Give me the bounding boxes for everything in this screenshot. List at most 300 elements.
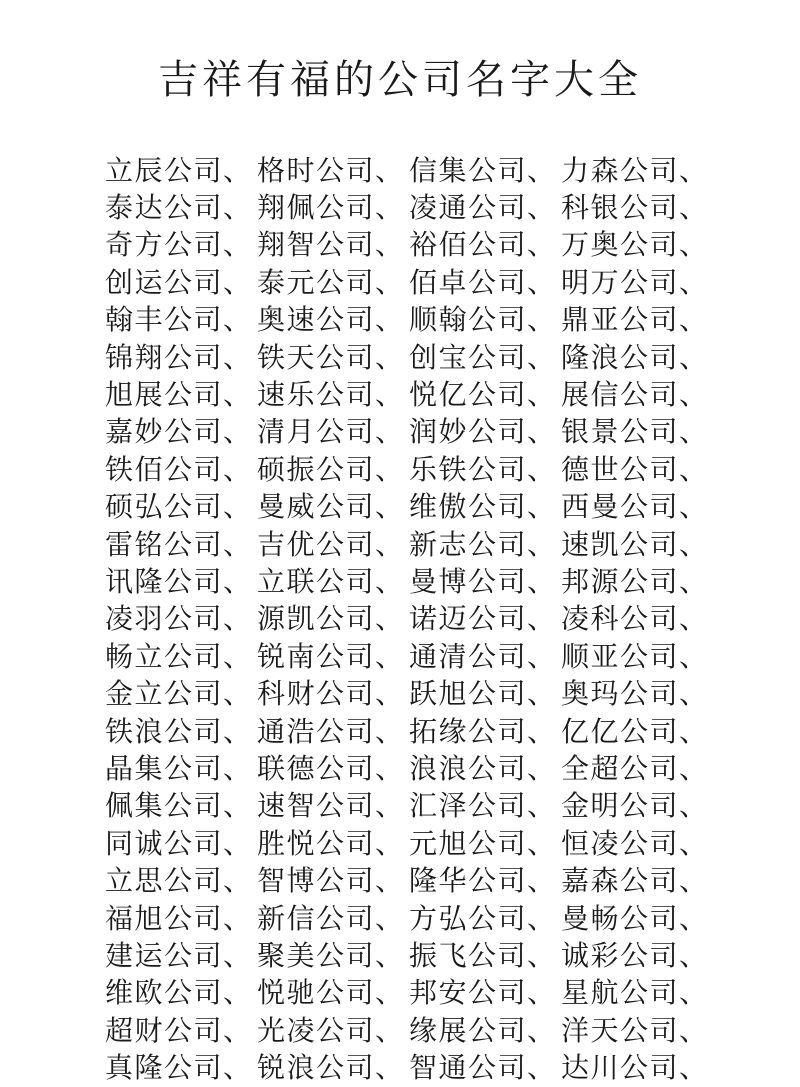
- page-title: 吉祥有福的公司名字大全: [158, 57, 642, 103]
- separator: 、: [527, 826, 557, 860]
- company-name-text: 超财公司: [105, 1013, 224, 1047]
- company-name-text: 跃旭公司: [409, 677, 528, 711]
- company-name: [409, 976, 561, 1010]
- company-name-list: [105, 152, 745, 1087]
- company-name-text: 鼎亚公司: [561, 303, 680, 337]
- separator: 、: [679, 191, 709, 225]
- company-name-text: 维傲公司: [409, 490, 528, 524]
- company-name: [561, 789, 713, 823]
- separator: 、: [223, 527, 253, 561]
- separator: 、: [223, 378, 253, 412]
- company-name: [561, 228, 713, 262]
- company-name-text: 润妙公司: [409, 415, 528, 449]
- separator: 、: [679, 490, 709, 524]
- separator: 、: [679, 265, 709, 299]
- separator: 、: [527, 452, 557, 486]
- company-name-text: 翰丰公司: [105, 303, 224, 337]
- company-name: [561, 677, 713, 711]
- company-name-text: 锐浪公司: [257, 1051, 376, 1085]
- company-name-text: 凌羽公司: [105, 602, 224, 636]
- separator: 、: [679, 639, 709, 673]
- separator: 、: [223, 452, 253, 486]
- company-name-text: 同诚公司: [105, 826, 224, 860]
- company-name-text: 泰元公司: [257, 265, 376, 299]
- company-name-text: 锐南公司: [257, 639, 376, 673]
- company-name-text: 佰卓公司: [409, 265, 528, 299]
- company-name: [561, 827, 713, 861]
- company-name: [257, 191, 409, 225]
- company-name: [257, 565, 409, 599]
- separator: 、: [375, 564, 405, 598]
- company-name-text: 曼畅公司: [561, 901, 680, 935]
- company-name: [105, 453, 257, 487]
- company-name-text: 凌科公司: [561, 602, 680, 636]
- company-name: [561, 191, 713, 225]
- separator: 、: [375, 639, 405, 673]
- company-name-text: 银景公司: [561, 415, 680, 449]
- company-name: [409, 228, 561, 262]
- company-name: [105, 827, 257, 861]
- company-name-text: 铁天公司: [257, 340, 376, 374]
- company-name-text: 立思公司: [105, 864, 224, 898]
- company-name-text: 建运公司: [105, 938, 224, 972]
- company-name: [105, 378, 257, 412]
- separator: 、: [527, 938, 557, 972]
- separator: 、: [375, 901, 405, 935]
- company-name: [409, 939, 561, 973]
- company-name-text: 缘展公司: [409, 1013, 528, 1047]
- company-name-text: 科银公司: [561, 191, 680, 225]
- company-name: [257, 640, 409, 674]
- company-name-text: 讯隆公司: [105, 564, 224, 598]
- company-name-text: 胜悦公司: [257, 826, 376, 860]
- company-name: [409, 565, 561, 599]
- company-name: [257, 602, 409, 636]
- separator: 、: [223, 789, 253, 823]
- company-name-text: 洋天公司: [561, 1013, 680, 1047]
- company-name-text: 奥速公司: [257, 303, 376, 337]
- name-row: [105, 825, 745, 862]
- separator: 、: [375, 976, 405, 1010]
- company-name-text: 隆华公司: [409, 864, 528, 898]
- name-row: [105, 227, 745, 264]
- company-name: [105, 1051, 257, 1085]
- company-name-text: 翔智公司: [257, 228, 376, 262]
- name-row: [105, 675, 745, 712]
- company-name: [257, 976, 409, 1010]
- company-name-text: 聚美公司: [257, 938, 376, 972]
- company-name: [257, 415, 409, 449]
- company-name: [409, 191, 561, 225]
- company-name: [409, 378, 561, 412]
- separator: 、: [679, 976, 709, 1010]
- separator: 、: [679, 378, 709, 412]
- company-name-text: 振飞公司: [409, 938, 528, 972]
- separator: 、: [679, 864, 709, 898]
- company-name-text: 裕佰公司: [409, 228, 528, 262]
- company-name-text: 隆浪公司: [561, 340, 680, 374]
- company-name-text: 创运公司: [105, 265, 224, 299]
- separator: 、: [375, 153, 405, 187]
- company-name: [561, 154, 713, 188]
- name-row: [105, 713, 745, 750]
- company-name-text: 西曼公司: [561, 490, 680, 524]
- company-name: [257, 228, 409, 262]
- company-name-text: 力森公司: [561, 153, 680, 187]
- company-name: [105, 490, 257, 524]
- separator: 、: [375, 452, 405, 486]
- company-name-text: 浪浪公司: [409, 751, 528, 785]
- company-name: [409, 602, 561, 636]
- name-row: [105, 900, 745, 937]
- separator: 、: [527, 191, 557, 225]
- name-row: [105, 339, 745, 376]
- company-name: [409, 752, 561, 786]
- company-name-text: 畅立公司: [105, 639, 224, 673]
- separator: 、: [527, 564, 557, 598]
- name-row: [105, 937, 745, 974]
- company-name: [105, 341, 257, 375]
- separator: 、: [527, 228, 557, 262]
- separator: 、: [223, 639, 253, 673]
- name-row: [105, 1012, 745, 1049]
- separator: 、: [223, 228, 253, 262]
- separator: 、: [375, 415, 405, 449]
- company-name-text: 金立公司: [105, 677, 224, 711]
- company-name: [561, 902, 713, 936]
- company-name: [561, 266, 713, 300]
- company-name: [105, 528, 257, 562]
- company-name: [257, 341, 409, 375]
- company-name: [257, 752, 409, 786]
- separator: 、: [375, 340, 405, 374]
- separator: 、: [223, 415, 253, 449]
- company-name: [561, 490, 713, 524]
- name-row: [105, 601, 745, 638]
- company-name-text: 速凯公司: [561, 527, 680, 561]
- company-name: [561, 378, 713, 412]
- company-name-text: 立辰公司: [105, 153, 224, 187]
- separator: 、: [375, 1051, 405, 1085]
- separator: 、: [679, 340, 709, 374]
- company-name: [561, 565, 713, 599]
- company-name-text: 科财公司: [257, 677, 376, 711]
- name-row: [105, 638, 745, 675]
- company-name-text: 汇泽公司: [409, 789, 528, 823]
- company-name-text: 翔佩公司: [257, 191, 376, 225]
- separator: 、: [679, 1013, 709, 1047]
- separator: 、: [527, 789, 557, 823]
- company-name: [409, 266, 561, 300]
- company-name: [409, 453, 561, 487]
- company-name-text: 信集公司: [409, 153, 528, 187]
- company-name-text: 速智公司: [257, 789, 376, 823]
- separator: 、: [375, 490, 405, 524]
- company-name: [105, 415, 257, 449]
- name-row: [105, 750, 745, 787]
- company-name-text: 顺亚公司: [561, 639, 680, 673]
- company-name: [561, 1014, 713, 1048]
- separator: 、: [527, 303, 557, 337]
- company-name: [105, 602, 257, 636]
- company-name: [409, 789, 561, 823]
- separator: 、: [223, 340, 253, 374]
- separator: 、: [375, 191, 405, 225]
- company-name: [409, 864, 561, 898]
- separator: 、: [223, 602, 253, 636]
- separator: 、: [527, 602, 557, 636]
- separator: 、: [679, 789, 709, 823]
- name-row: [105, 376, 745, 413]
- company-name: [257, 789, 409, 823]
- separator: 、: [223, 191, 253, 225]
- name-row: [105, 975, 745, 1012]
- separator: 、: [679, 452, 709, 486]
- company-name: [257, 864, 409, 898]
- company-name-text: 新志公司: [409, 527, 528, 561]
- separator: 、: [223, 303, 253, 337]
- separator: 、: [527, 527, 557, 561]
- company-name-text: 乐铁公司: [409, 452, 528, 486]
- company-name: [257, 677, 409, 711]
- company-name: [257, 1014, 409, 1048]
- company-name: [105, 565, 257, 599]
- company-name-text: 达川公司: [561, 1051, 680, 1085]
- separator: 、: [375, 228, 405, 262]
- name-row: [105, 489, 745, 526]
- separator: 、: [527, 976, 557, 1010]
- company-name: [409, 677, 561, 711]
- company-name: [105, 789, 257, 823]
- separator: 、: [679, 228, 709, 262]
- company-name-text: 铁佰公司: [105, 452, 224, 486]
- name-row: [105, 1049, 745, 1086]
- name-row: [105, 302, 745, 339]
- company-name-text: 真隆公司: [105, 1051, 224, 1085]
- separator: 、: [375, 826, 405, 860]
- company-name: [105, 1014, 257, 1048]
- separator: 、: [527, 340, 557, 374]
- company-name: [105, 677, 257, 711]
- company-name-text: 亿亿公司: [561, 714, 680, 748]
- separator: 、: [223, 976, 253, 1010]
- name-row: [105, 563, 745, 600]
- separator: 、: [223, 564, 253, 598]
- separator: 、: [375, 527, 405, 561]
- company-name-text: 嘉森公司: [561, 864, 680, 898]
- company-name: [105, 191, 257, 225]
- separator: 、: [223, 864, 253, 898]
- company-name-text: 通清公司: [409, 639, 528, 673]
- company-name: [105, 752, 257, 786]
- company-name-text: 诺迈公司: [409, 602, 528, 636]
- company-name: [409, 490, 561, 524]
- separator: 、: [527, 1013, 557, 1047]
- separator: 、: [375, 789, 405, 823]
- company-name: [409, 640, 561, 674]
- company-name-text: 凌通公司: [409, 191, 528, 225]
- company-name: [257, 266, 409, 300]
- company-name: [257, 1051, 409, 1085]
- name-row: [105, 526, 745, 563]
- separator: 、: [223, 490, 253, 524]
- company-name: [561, 864, 713, 898]
- separator: 、: [679, 751, 709, 785]
- separator: 、: [527, 378, 557, 412]
- separator: 、: [223, 751, 253, 785]
- separator: 、: [679, 826, 709, 860]
- company-name: [105, 640, 257, 674]
- company-name-text: 智通公司: [409, 1051, 528, 1085]
- company-name-text: 创宝公司: [409, 340, 528, 374]
- company-name-text: 旭展公司: [105, 378, 224, 412]
- company-name: [409, 715, 561, 749]
- name-row: [105, 451, 745, 488]
- name-row: [105, 788, 745, 825]
- company-name: [561, 341, 713, 375]
- separator: 、: [527, 1051, 557, 1085]
- company-name: [257, 490, 409, 524]
- separator: 、: [375, 378, 405, 412]
- company-name-text: 金明公司: [561, 789, 680, 823]
- company-name: [105, 864, 257, 898]
- company-name-text: 硕弘公司: [105, 490, 224, 524]
- separator: 、: [527, 415, 557, 449]
- separator: 、: [527, 864, 557, 898]
- company-name: [105, 266, 257, 300]
- company-name-text: 速乐公司: [257, 378, 376, 412]
- company-name-text: 硕振公司: [257, 452, 376, 486]
- company-name-text: 奥玛公司: [561, 677, 680, 711]
- company-name: [561, 415, 713, 449]
- name-row: [105, 862, 745, 899]
- company-name: [105, 939, 257, 973]
- separator: 、: [527, 714, 557, 748]
- separator: 、: [375, 303, 405, 337]
- company-name: [257, 154, 409, 188]
- company-name-text: 格时公司: [257, 153, 376, 187]
- company-name: [561, 640, 713, 674]
- company-name: [105, 154, 257, 188]
- company-name-text: 拓缘公司: [409, 714, 528, 748]
- company-name-text: 联德公司: [257, 751, 376, 785]
- company-name-text: 奇方公司: [105, 228, 224, 262]
- company-name: [257, 378, 409, 412]
- company-name-text: 福旭公司: [105, 901, 224, 935]
- company-name-text: 通浩公司: [257, 714, 376, 748]
- separator: 、: [527, 265, 557, 299]
- company-name: [257, 528, 409, 562]
- company-name-text: 明万公司: [561, 265, 680, 299]
- company-name-text: 元旭公司: [409, 826, 528, 860]
- company-name: [561, 453, 713, 487]
- separator: 、: [527, 490, 557, 524]
- company-name: [257, 939, 409, 973]
- separator: 、: [679, 602, 709, 636]
- separator: 、: [223, 938, 253, 972]
- separator: 、: [679, 153, 709, 187]
- company-name: [105, 303, 257, 337]
- company-name: [409, 528, 561, 562]
- company-name: [409, 303, 561, 337]
- separator: 、: [679, 564, 709, 598]
- company-name-text: 曼博公司: [409, 564, 528, 598]
- company-name: [409, 1014, 561, 1048]
- name-row: [105, 264, 745, 301]
- company-name: [105, 902, 257, 936]
- company-name-text: 佩集公司: [105, 789, 224, 823]
- separator: 、: [679, 303, 709, 337]
- company-name: [561, 715, 713, 749]
- company-name: [257, 827, 409, 861]
- company-name: [105, 228, 257, 262]
- name-row: [105, 189, 745, 226]
- company-name: [257, 453, 409, 487]
- separator: 、: [375, 265, 405, 299]
- company-name-text: 源凯公司: [257, 602, 376, 636]
- company-name-text: 展信公司: [561, 378, 680, 412]
- company-name-text: 锦翔公司: [105, 340, 224, 374]
- company-name-text: 泰达公司: [105, 191, 224, 225]
- company-name-text: 德世公司: [561, 452, 680, 486]
- separator: 、: [679, 938, 709, 972]
- company-name-text: 维欧公司: [105, 976, 224, 1010]
- company-name-text: 恒凌公司: [561, 826, 680, 860]
- separator: 、: [527, 901, 557, 935]
- separator: 、: [679, 901, 709, 935]
- separator: 、: [223, 1013, 253, 1047]
- company-name-text: 邦源公司: [561, 564, 680, 598]
- company-name: [561, 939, 713, 973]
- company-name: [409, 154, 561, 188]
- company-name-text: 新信公司: [257, 901, 376, 935]
- company-name: [105, 715, 257, 749]
- separator: 、: [223, 265, 253, 299]
- separator: 、: [375, 677, 405, 711]
- separator: 、: [223, 153, 253, 187]
- company-name-text: 方弘公司: [409, 901, 528, 935]
- separator: 、: [375, 864, 405, 898]
- company-name-text: 顺翰公司: [409, 303, 528, 337]
- company-name-text: 万奥公司: [561, 228, 680, 262]
- separator: 、: [375, 751, 405, 785]
- company-name-text: 星航公司: [561, 976, 680, 1010]
- company-name: [105, 976, 257, 1010]
- company-name: [409, 415, 561, 449]
- company-name: [561, 752, 713, 786]
- separator: 、: [375, 1013, 405, 1047]
- company-name-text: 铁浪公司: [105, 714, 224, 748]
- separator: 、: [375, 938, 405, 972]
- separator: 、: [223, 901, 253, 935]
- company-name-text: 光凌公司: [257, 1013, 376, 1047]
- separator: 、: [375, 714, 405, 748]
- company-name: [409, 827, 561, 861]
- separator: 、: [223, 826, 253, 860]
- separator: 、: [527, 751, 557, 785]
- company-name: [561, 976, 713, 1010]
- company-name-text: 曼威公司: [257, 490, 376, 524]
- company-name: [561, 303, 713, 337]
- separator: 、: [679, 677, 709, 711]
- company-name: [257, 303, 409, 337]
- company-name-text: 清月公司: [257, 415, 376, 449]
- company-name: [409, 341, 561, 375]
- name-row: [105, 414, 745, 451]
- company-name: [561, 528, 713, 562]
- company-name-text: 诚彩公司: [561, 938, 680, 972]
- company-name-text: 全超公司: [561, 751, 680, 785]
